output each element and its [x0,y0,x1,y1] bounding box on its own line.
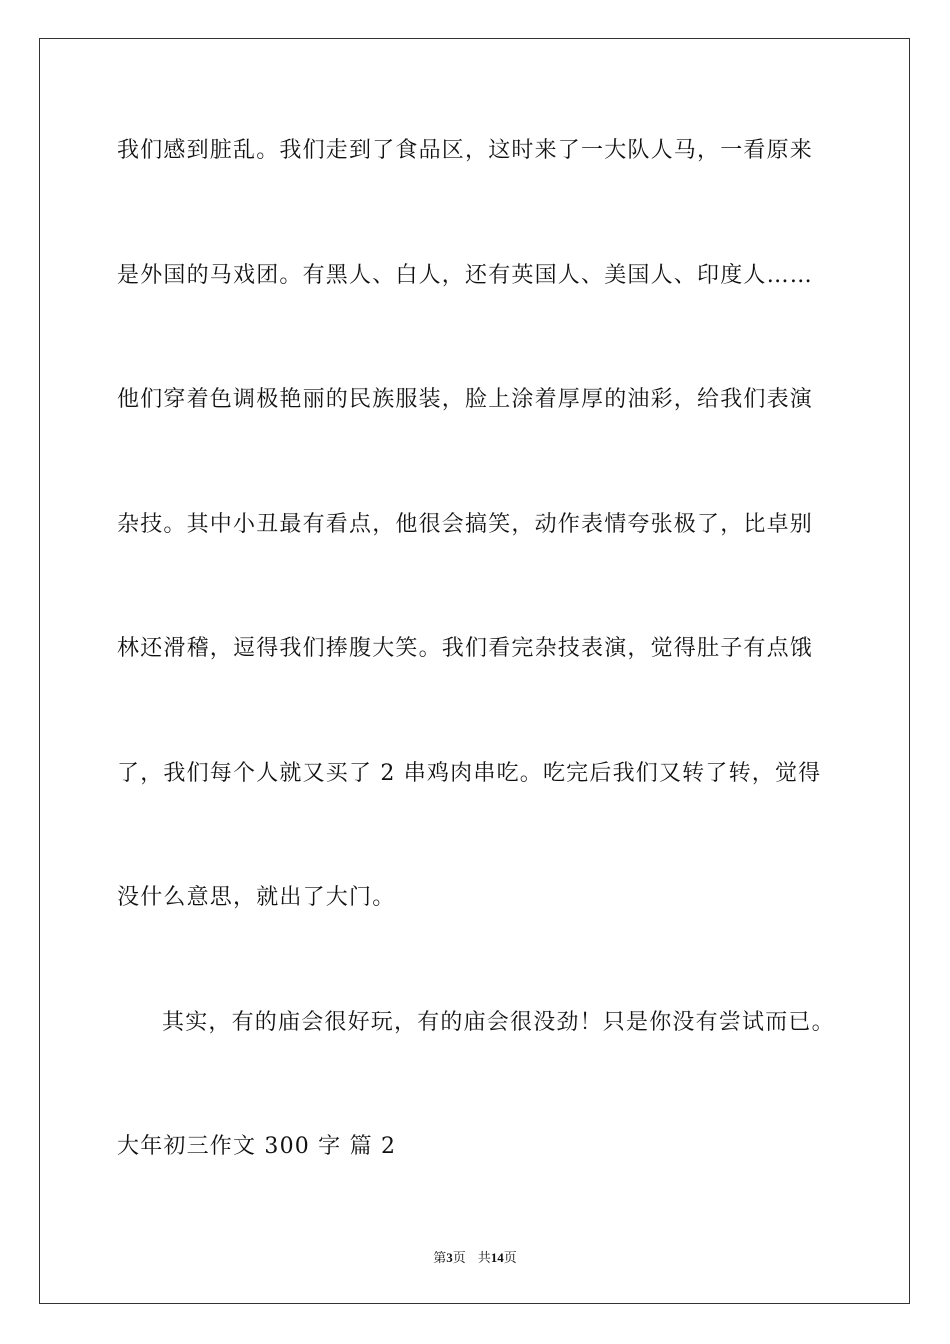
total-pages: 14 [490,1250,504,1265]
paragraph-2: 其实，有的庙会很好玩，有的庙会很没劲！只是你没有尝试而已。 [162,1010,835,1035]
section-heading: 大年初三作文 300 字 篇 2 [117,1134,397,1159]
page-number: 3 [446,1250,453,1265]
total-suffix: 页 [503,1250,517,1265]
page-prefix: 第 [433,1250,447,1265]
body-line-4: 杂技。其中小丑最有看点，他很会搞笑，动作表情夸张极了，比卓别 [117,512,814,537]
body-line-7: 没什么意思，就出了大门。 [117,885,396,910]
body-line-1: 我们感到脏乱。我们走到了食品区，这时来了一大队人马，一看原来 [117,138,814,163]
body-line-2: 是外国的马戏团。有黑人、白人，还有英国人、美国人、印度人…… [117,263,814,288]
page-suffix: 页 [452,1250,466,1265]
body-line-5: 林还滑稽，逗得我们捧腹大笑。我们看完杂技表演，觉得肚子有点饿 [117,636,814,661]
page-border [39,38,910,1304]
body-line-6: 了，我们每个人就又买了 2 串鸡肉串吃。吃完后我们又转了转，觉得 [117,761,822,786]
body-line-3: 他们穿着色调极艳丽的民族服装，脸上涂着厚厚的油彩，给我们表演 [117,387,814,412]
total-prefix: 共 [477,1250,491,1265]
page-footer [0,1249,950,1267]
